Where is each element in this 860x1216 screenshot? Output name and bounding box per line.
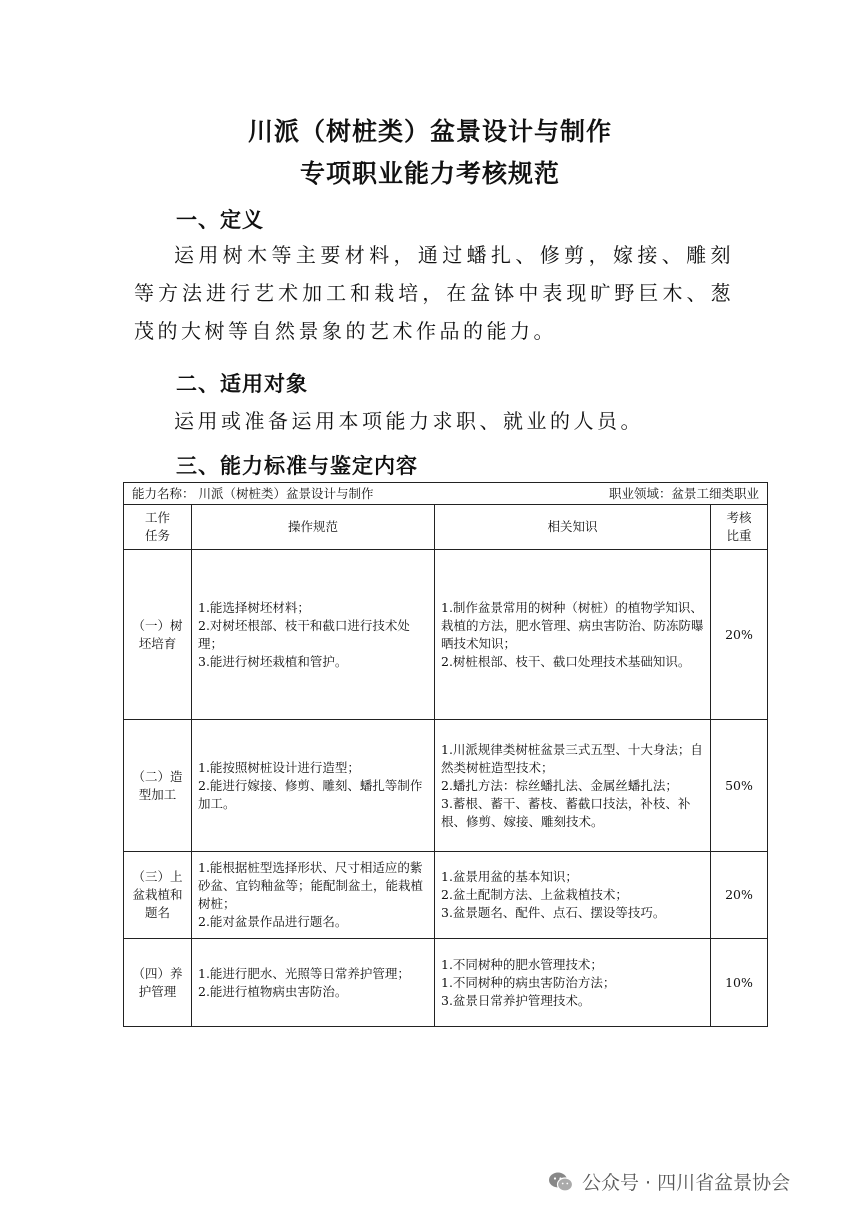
knowledge-cell bbox=[435, 852, 711, 939]
header-knowledge: 相关知识 bbox=[435, 505, 711, 550]
section-text-definition: 运用树木等主要材料，通过蟠扎、修剪，嫁接、雕刻等方法进行艺术加工和栽培，在盆钵中表现旷野巨木、葱茂的大树等自然景象的艺术作品的能力。 bbox=[134, 243, 734, 343]
spec-cell bbox=[192, 939, 435, 1027]
list-item: 1.不同树种的肥水管理技术； bbox=[441, 956, 603, 972]
list-item: 2.能对盆景作品进行题名。 bbox=[198, 914, 348, 929]
weight-cell: 10% bbox=[711, 939, 768, 1027]
header-task: 工作 任务 bbox=[124, 505, 192, 550]
table-row bbox=[124, 550, 768, 720]
weight-cell: 50% bbox=[711, 720, 768, 852]
section-text-audience: 运用或准备运用本项能力求职、就业的人员。 bbox=[174, 409, 644, 433]
header-spec: 操作规范 bbox=[192, 505, 435, 550]
list-item: 2.能进行植物病虫害防治。 bbox=[198, 983, 348, 999]
list-item: 2.树桩根部、枝干、截口处理技术基础知识。 bbox=[441, 653, 691, 669]
ability-table bbox=[123, 482, 768, 1027]
task-cell: （二）造型加工 bbox=[124, 720, 192, 852]
knowledge-cell bbox=[435, 550, 711, 720]
knowledge-cell bbox=[435, 939, 711, 1027]
list-item: 2.对树坯根部、枝干和截口进行技术处理； bbox=[198, 617, 410, 651]
section-heading-audience: 二、适用对象 bbox=[176, 372, 308, 396]
header-weight: 考核 比重 bbox=[711, 505, 768, 550]
list-item: 1.能进行肥水、光照等日常养护管理； bbox=[198, 965, 410, 981]
section-heading-definition: 一、定义 bbox=[176, 208, 264, 232]
list-item: 1.制作盆景常用的树种（树桩）的植物学知识、栽植的方法，肥水管理、病虫害防治、防冻防曝晒技术知识； bbox=[441, 599, 704, 651]
section-heading-standards: 三、能力标准与鉴定内容 bbox=[176, 454, 418, 478]
list-item: 1.能根据桩型选择形状、尺寸相适应的紫砂盆、宜钧釉盆等；能配制盆土，能栽植树桩； bbox=[198, 860, 424, 911]
list-item: 3.蓄根、蓄干、蓄枝、蓄截口技法，补枝、补根、修剪、嫁接、雕刻技术。 bbox=[441, 795, 691, 829]
list-item: 3.能进行树坯栽植和管护。 bbox=[198, 653, 348, 669]
table-row bbox=[124, 720, 768, 852]
table-row bbox=[124, 939, 768, 1027]
list-item: 3.盆景题名、配件、点石、摆设等技巧。 bbox=[441, 905, 666, 920]
task-cell: （一）树坯培育 bbox=[124, 550, 192, 720]
spec-cell bbox=[192, 852, 435, 939]
list-item: 1.盆景用盆的基本知识； bbox=[441, 869, 578, 884]
list-item: 2.能进行嫁接、修剪、雕刻、蟠扎等制作加工。 bbox=[198, 777, 423, 811]
ability-name: 能力名称： 川派（树桩类）盆景设计与制作 bbox=[132, 485, 374, 501]
spec-cell bbox=[192, 720, 435, 852]
table-header-row bbox=[124, 505, 768, 550]
wechat-icon bbox=[548, 1171, 574, 1193]
title-line-2: 专项职业能力考核规范 bbox=[299, 159, 560, 188]
knowledge-cell bbox=[435, 720, 711, 852]
list-item: 1.川派规律类树桩盆景三式五型、十大身法；自然类树桩造型技术； bbox=[441, 741, 703, 775]
table-caption-row bbox=[124, 483, 768, 505]
list-item: 2.蟠扎方法：棕丝蟠扎法、金属丝蟠扎法； bbox=[441, 777, 678, 793]
list-item: 3.盆景日常养护管理技术。 bbox=[441, 992, 591, 1008]
weight-cell: 20% bbox=[711, 550, 768, 720]
spec-cell bbox=[192, 550, 435, 720]
table-row bbox=[124, 852, 768, 939]
weight-cell: 20% bbox=[711, 852, 768, 939]
task-cell: （四）养护管理 bbox=[124, 939, 192, 1027]
list-item: 2.盆土配制方法、上盆栽植技术； bbox=[441, 887, 628, 902]
watermark bbox=[548, 1168, 790, 1195]
list-item: 1.能按照树桩设计进行造型； bbox=[198, 759, 360, 775]
task-cell: （三）上盆栽植和题名 bbox=[124, 852, 192, 939]
list-item: 1.不同树种的病虫害防治方法； bbox=[441, 974, 616, 990]
career-field: 职业领域：盆景工细类职业 bbox=[608, 485, 759, 501]
list-item: 1.能选择树坯材料； bbox=[198, 599, 310, 615]
watermark-text: 公众号 · 四川省盆景协会 bbox=[582, 1172, 791, 1194]
title-line-1: 川派（树桩类）盆景设计与制作 bbox=[247, 117, 612, 146]
